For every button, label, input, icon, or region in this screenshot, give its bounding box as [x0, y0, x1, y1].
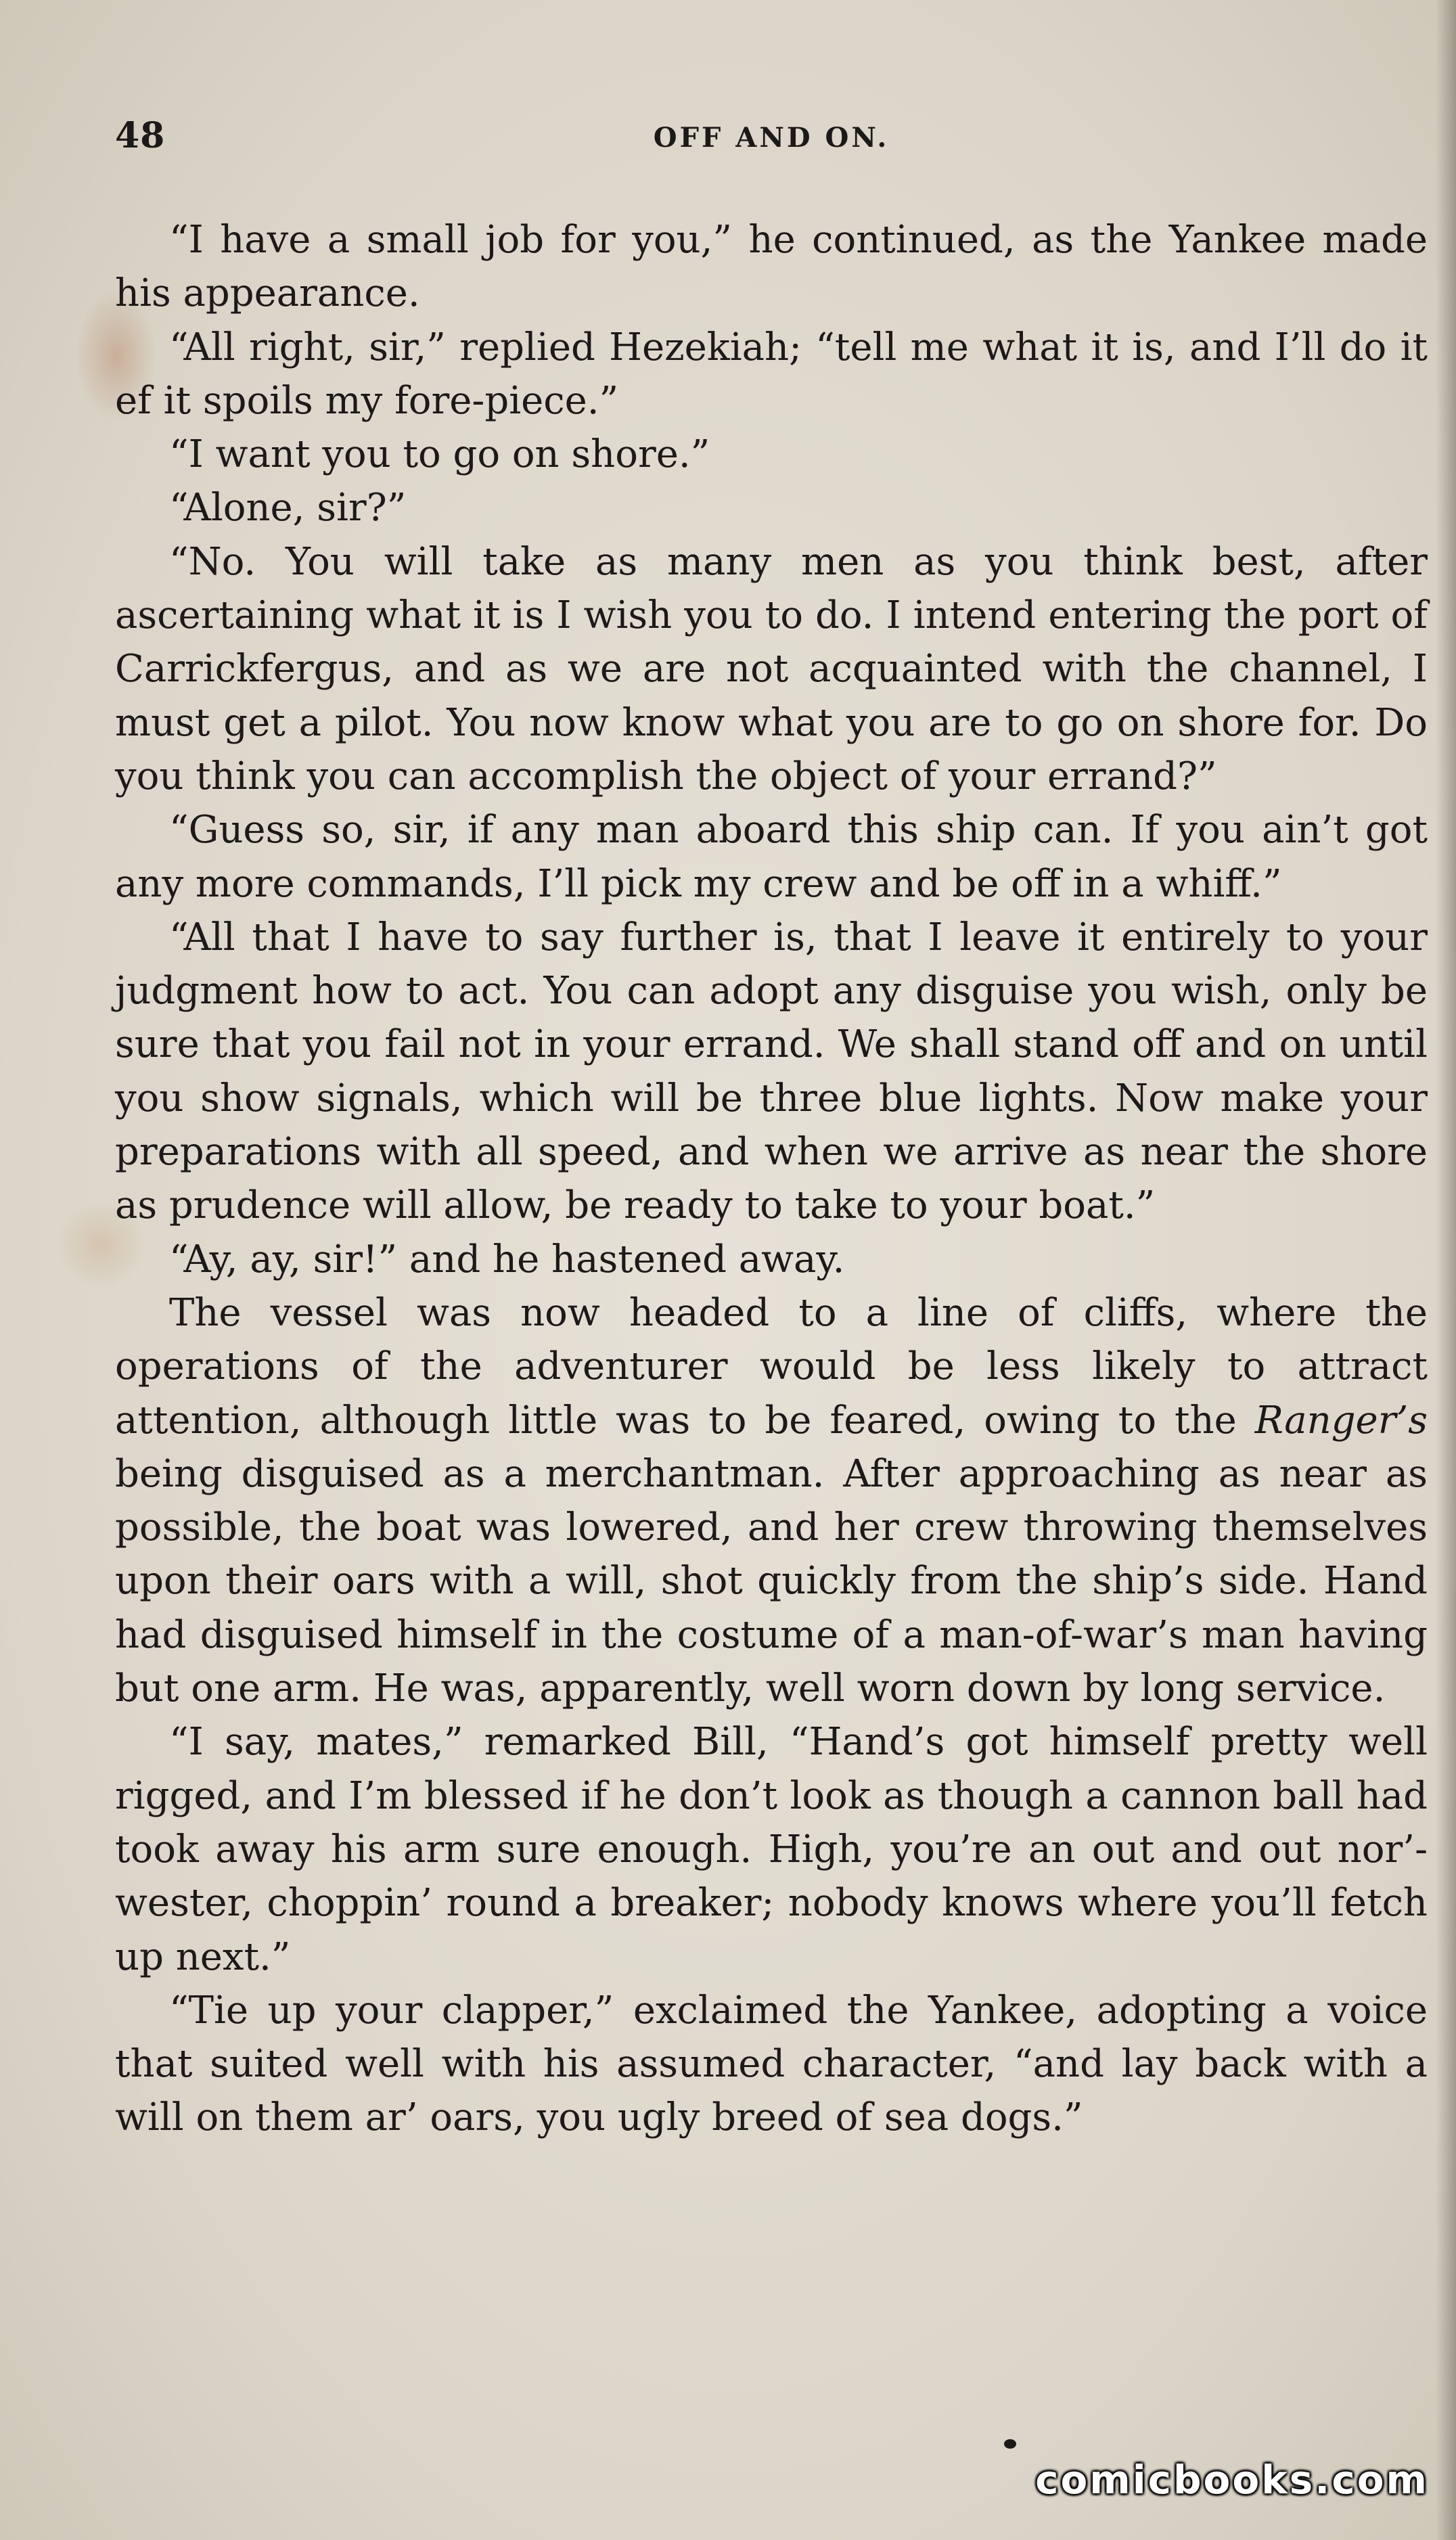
paragraph: “Tie up your clapper,” exclaimed the Yankee, adopting a voice that suited well with his assumed character, “and lay back with a will on them ar’ oars, you ugly breed of sea dogs.”	[115, 1988, 1428, 2140]
paragraph: “Ay, ay, sir!” and he hastened away.	[169, 1237, 845, 1282]
paragraph-ranger-before: The vessel was now headed to a line of cliffs, where the operations of the adventurer would be less likely to attract attention, although little was to be feared, owing to the	[115, 1290, 1428, 1443]
paragraph: “All right, sir,” replied Hezekiah; “tell me what it is, and I’ll do it ef it spoils my fore-piece.”	[115, 325, 1428, 423]
running-head: OFF AND ON.	[653, 122, 890, 154]
page-header	[115, 115, 1428, 162]
paragraph: “No. You will take as many men as you think best, after ascertaining what it is I wish you to do. I intend entering the port of Carrickfergus, and as we are not acquainted with the channel, I must get a pilot. You now know what you are to go on shore for. Do you think you can accomplish the object of your errand?”	[115, 539, 1428, 798]
paragraph: “Alone, sir?”	[169, 486, 407, 530]
watermark-logo: comicbooks.com	[1035, 2457, 1429, 2503]
paragraph-ranger-after: being disguised as a merchantman. After approaching as near as possible, the boat was lowered, and her crew throwing themselves upon their oars with a will, shot quickly from the ship’s side. Hand had disguised himself in the costume of a man-of-war’s man having but one arm. He was, apparently, well worn down by long service.	[115, 1451, 1428, 1711]
paragraph: “I have a small job for you,” he continued, as the Yankee made his appearance.	[115, 218, 1428, 316]
paragraph: “Guess so, sir, if any man aboard this ship can. If you ain’t got any more commands, I’ll pick my crew and be off in a whiff.”	[115, 808, 1428, 906]
paragraph-ranger	[115, 1286, 1428, 1715]
paragraph: “I want you to go on shore.”	[169, 432, 710, 477]
page-number: 48	[115, 115, 166, 156]
paragraph: “I say, mates,” remarked Bill, “Hand’s got himself pretty well rigged, and I’m blessed if he don’t look as though a cannon ball had took away his arm sure enough. High, you’re an out and out nor’-wester, choppin’ round a breaker; nobody knows where you’ll fetch up next.”	[115, 1720, 1428, 1979]
ink-speck	[1004, 2439, 1016, 2449]
page-edge-shadow	[1436, 0, 1456, 2540]
body-text	[115, 213, 1428, 2145]
paragraph: “All that I have to say further is, that I leave it entirely to your judgment how to act. You can adopt any disguise you wish, only be sure that you fail not in your errand. We shall stand off and on until you show signals, which will be three blue lights. Now make your preparations with all speed, and when we arrive as near the shore as prudence will allow, be ready to take to your boat.”	[115, 915, 1428, 1228]
ship-name-italic: Ranger’s	[1254, 1398, 1428, 1443]
